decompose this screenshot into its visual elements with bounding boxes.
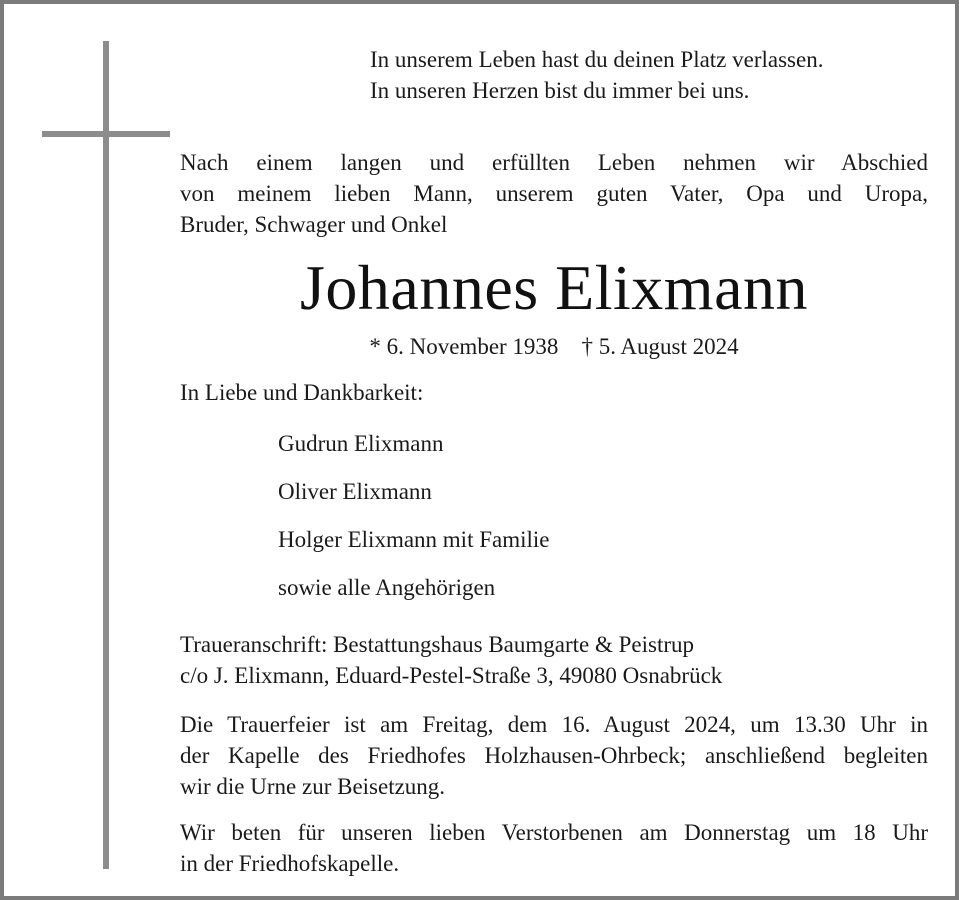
mourner-name: Holger Elixmann mit Familie <box>278 527 550 552</box>
prayer-line: in der Friedhofskapelle. <box>180 851 400 876</box>
funeral-service-info <box>180 709 928 802</box>
service-line: der Kapelle des Friedhofes Holzhausen-Ohrbeck; anschließend begleiten <box>180 743 928 768</box>
intro-text <box>180 147 928 240</box>
quote-line: In unseren Herzen bist du immer bei uns. <box>370 78 750 103</box>
mourner-name: sowie alle Angehörigen <box>278 575 496 600</box>
address-line: c/o J. Elixmann, Eduard-Pestel-Straße 3, 49080 Osnabrück <box>180 663 723 688</box>
mourning-address <box>180 629 928 691</box>
prayer-info <box>180 817 928 879</box>
life-dates <box>180 331 928 362</box>
intro-line: Bruder, Schwager und Onkel <box>180 212 448 237</box>
service-line: Die Trauerfeier ist am Freitag, dem 16. August 2024, um 13.30 Uhr in <box>180 712 928 737</box>
thanks-line: In Liebe und Dankbarkeit: <box>180 380 424 405</box>
mourner-name: Gudrun Elixmann <box>278 431 444 456</box>
death-date: † 5. August 2024 <box>581 334 739 359</box>
deceased-name: Johannes Elixmann <box>300 252 808 323</box>
prayer-line: Wir beten für unseren lieben Verstorbenen am Donnerstag um 18 Uhr <box>180 820 928 845</box>
quote-line: In unserem Leben hast du deinen Platz verlassen. <box>370 47 824 72</box>
birth-date: * 6. November 1938 <box>369 334 559 359</box>
intro-line: Nach einem langen und erfüllten Leben nehmen wir Abschied <box>180 150 928 175</box>
mourner-name: Oliver Elixmann <box>278 479 432 504</box>
cross-vertical-bar <box>103 41 109 869</box>
service-line: wir die Urne zur Beisetzung. <box>180 774 446 799</box>
intro-line: von meinem lieben Mann, unserem guten Vater, Opa und Uropa, <box>180 181 928 206</box>
mourners-list <box>278 425 550 617</box>
address-line: Traueranschrift: Bestattungshaus Baumgarte & Peistrup <box>180 632 695 657</box>
cross-horizontal-bar <box>42 131 170 137</box>
memorial-quote <box>370 44 940 106</box>
